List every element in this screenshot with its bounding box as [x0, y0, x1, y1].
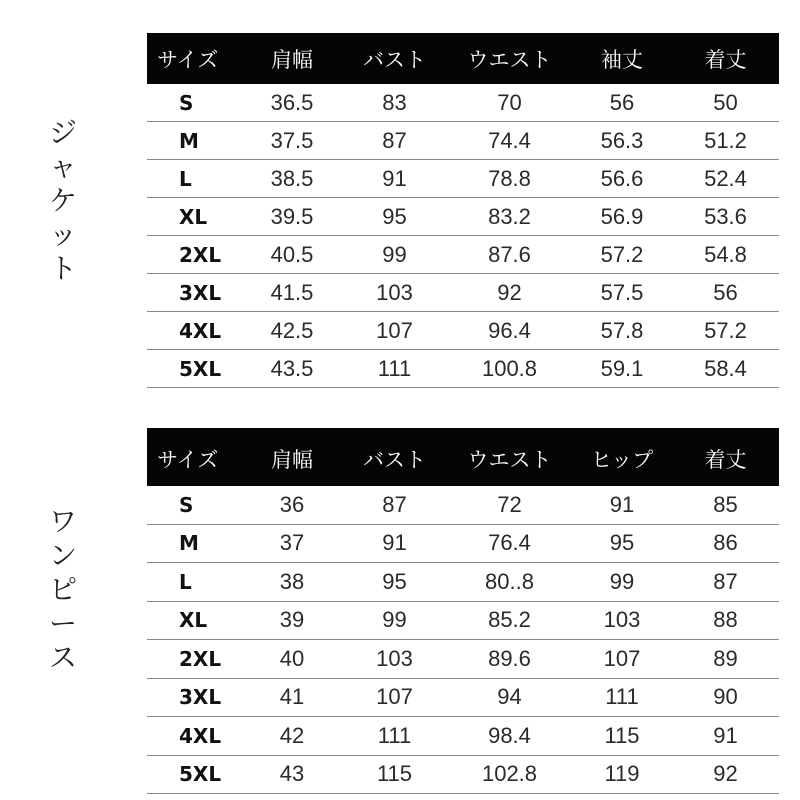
table-row — [147, 160, 779, 198]
table-row — [147, 601, 779, 640]
measurement-cell: 85 — [672, 486, 779, 524]
measurement-cell: 80..8 — [447, 563, 572, 602]
measurement-cell: 102.8 — [447, 755, 572, 794]
measurement-cell: 89 — [672, 640, 779, 679]
size-cell: L — [147, 563, 242, 602]
header-shoulder: 肩幅 — [242, 428, 342, 486]
measurement-cell: 119 — [572, 755, 672, 794]
measurement-cell: 111 — [342, 717, 447, 756]
measurement-cell: 57.2 — [572, 236, 672, 274]
label-char: ッ — [48, 218, 77, 251]
header-size: サイズ — [147, 33, 242, 84]
measurement-cell: 98.4 — [447, 717, 572, 756]
size-cell: M — [147, 122, 242, 160]
measurement-cell: 43 — [242, 755, 342, 794]
measurement-cell: 56 — [572, 84, 672, 122]
measurement-cell: 58.4 — [672, 350, 779, 388]
measurement-cell: 57.5 — [572, 274, 672, 312]
measurement-cell: 111 — [342, 350, 447, 388]
size-cell: M — [147, 524, 242, 563]
measurement-cell: 115 — [572, 717, 672, 756]
measurement-cell: 74.4 — [447, 122, 572, 160]
size-cell: 3XL — [147, 274, 242, 312]
label-char: ー — [48, 607, 77, 640]
table-row — [147, 524, 779, 563]
label-char: ス — [48, 641, 77, 674]
jacket-label — [38, 116, 88, 286]
measurement-cell: 57.2 — [672, 312, 779, 350]
size-cell: 4XL — [147, 312, 242, 350]
measurement-cell: 57.8 — [572, 312, 672, 350]
table-header-row — [147, 33, 779, 84]
header-bust: バスト — [342, 428, 447, 486]
table-row — [147, 312, 779, 350]
measurement-cell: 91 — [572, 486, 672, 524]
measurement-cell: 87.6 — [447, 236, 572, 274]
measurement-cell: 115 — [342, 755, 447, 794]
header-length: 着丈 — [672, 33, 779, 84]
header-waist: ウエスト — [447, 428, 572, 486]
measurement-cell: 90 — [672, 678, 779, 717]
table-row — [147, 678, 779, 717]
measurement-cell: 91 — [342, 524, 447, 563]
measurement-cell: 54.8 — [672, 236, 779, 274]
measurement-cell: 39 — [242, 601, 342, 640]
size-cell: S — [147, 486, 242, 524]
size-cell: XL — [147, 601, 242, 640]
measurement-cell: 87 — [342, 122, 447, 160]
measurement-cell: 36 — [242, 486, 342, 524]
measurement-cell: 85.2 — [447, 601, 572, 640]
header-bust: バスト — [342, 33, 447, 84]
table-header-row — [147, 428, 779, 486]
measurement-cell: 41 — [242, 678, 342, 717]
measurement-cell: 100.8 — [447, 350, 572, 388]
size-cell: 4XL — [147, 717, 242, 756]
size-cell: 2XL — [147, 236, 242, 274]
measurement-cell: 40.5 — [242, 236, 342, 274]
table-row — [147, 198, 779, 236]
table-row — [147, 84, 779, 122]
size-cell: S — [147, 84, 242, 122]
measurement-cell: 91 — [342, 160, 447, 198]
measurement-cell: 41.5 — [242, 274, 342, 312]
measurement-cell: 83 — [342, 84, 447, 122]
size-cell: 5XL — [147, 755, 242, 794]
measurement-cell: 87 — [342, 486, 447, 524]
measurement-cell: 78.8 — [447, 160, 572, 198]
measurement-cell: 56.6 — [572, 160, 672, 198]
table-row — [147, 640, 779, 679]
measurement-cell: 86 — [672, 524, 779, 563]
table-row — [147, 717, 779, 756]
table-row — [147, 486, 779, 524]
measurement-cell: 103 — [342, 274, 447, 312]
header-size: サイズ — [147, 428, 242, 486]
measurement-cell: 95 — [572, 524, 672, 563]
measurement-cell: 91 — [672, 717, 779, 756]
measurement-cell: 37.5 — [242, 122, 342, 160]
measurement-cell: 42 — [242, 717, 342, 756]
header-waist: ウエスト — [447, 33, 572, 84]
label-char: ジ — [48, 116, 77, 149]
label-char: ピ — [48, 573, 77, 606]
measurement-cell: 89.6 — [447, 640, 572, 679]
measurement-cell: 53.6 — [672, 198, 779, 236]
measurement-cell: 52.4 — [672, 160, 779, 198]
size-cell: 5XL — [147, 350, 242, 388]
measurement-cell: 107 — [572, 640, 672, 679]
measurement-cell: 87 — [672, 563, 779, 602]
measurement-cell: 40 — [242, 640, 342, 679]
label-char: ン — [48, 539, 77, 572]
measurement-cell: 94 — [447, 678, 572, 717]
measurement-cell: 38.5 — [242, 160, 342, 198]
dress-size-table — [147, 428, 779, 794]
size-cell: 3XL — [147, 678, 242, 717]
measurement-cell: 36.5 — [242, 84, 342, 122]
measurement-cell: 39.5 — [242, 198, 342, 236]
label-char: ワ — [48, 505, 77, 538]
measurement-cell: 59.1 — [572, 350, 672, 388]
measurement-cell: 76.4 — [447, 524, 572, 563]
measurement-cell: 88 — [672, 601, 779, 640]
measurement-cell: 72 — [447, 486, 572, 524]
measurement-cell: 56 — [672, 274, 779, 312]
measurement-cell: 92 — [447, 274, 572, 312]
table-row — [147, 755, 779, 794]
measurement-cell: 50 — [672, 84, 779, 122]
measurement-cell: 95 — [342, 563, 447, 602]
measurement-cell: 111 — [572, 678, 672, 717]
label-char: ト — [48, 252, 77, 285]
table-row — [147, 122, 779, 160]
measurement-cell: 99 — [342, 601, 447, 640]
measurement-cell: 103 — [572, 601, 672, 640]
measurement-cell: 103 — [342, 640, 447, 679]
measurement-cell: 37 — [242, 524, 342, 563]
size-cell: L — [147, 160, 242, 198]
jacket-size-table — [147, 33, 779, 388]
dress-label — [38, 505, 88, 675]
size-cell: XL — [147, 198, 242, 236]
measurement-cell: 42.5 — [242, 312, 342, 350]
measurement-cell: 56.3 — [572, 122, 672, 160]
table-row — [147, 350, 779, 388]
label-char: ャ — [48, 150, 77, 183]
measurement-cell: 70 — [447, 84, 572, 122]
measurement-cell: 92 — [672, 755, 779, 794]
table-row — [147, 236, 779, 274]
table-row — [147, 274, 779, 312]
size-cell: 2XL — [147, 640, 242, 679]
header-hip: ヒップ — [572, 428, 672, 486]
measurement-cell: 38 — [242, 563, 342, 602]
label-char: ケ — [48, 184, 77, 217]
header-sleeve: 袖丈 — [572, 33, 672, 84]
measurement-cell: 99 — [342, 236, 447, 274]
measurement-cell: 107 — [342, 678, 447, 717]
measurement-cell: 56.9 — [572, 198, 672, 236]
measurement-cell: 51.2 — [672, 122, 779, 160]
measurement-cell: 107 — [342, 312, 447, 350]
header-length: 着丈 — [672, 428, 779, 486]
table-row — [147, 563, 779, 602]
measurement-cell: 99 — [572, 563, 672, 602]
measurement-cell: 83.2 — [447, 198, 572, 236]
measurement-cell: 96.4 — [447, 312, 572, 350]
header-shoulder: 肩幅 — [242, 33, 342, 84]
measurement-cell: 95 — [342, 198, 447, 236]
measurement-cell: 43.5 — [242, 350, 342, 388]
